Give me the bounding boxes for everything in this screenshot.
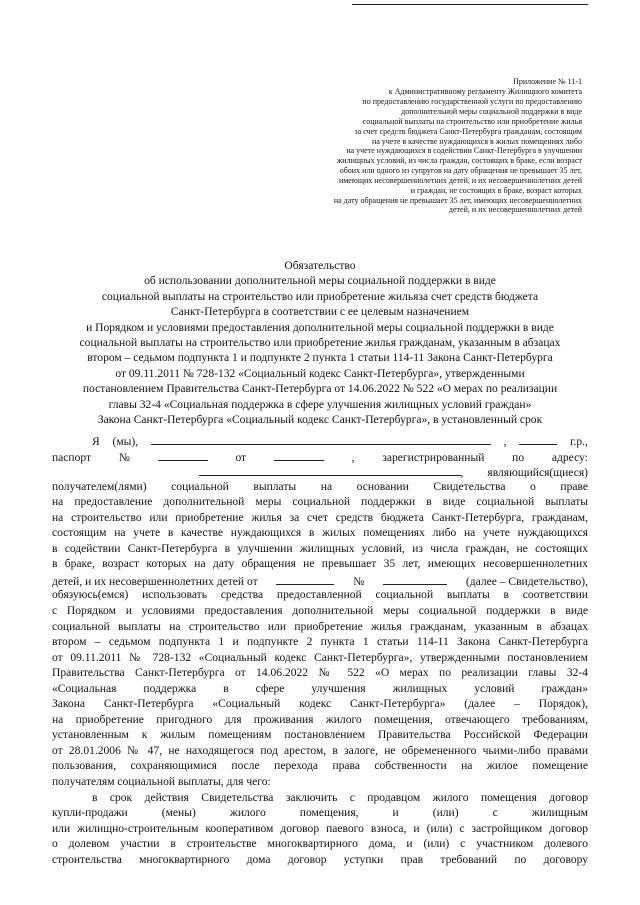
passport-number-field[interactable] xyxy=(158,449,208,461)
text-line: Закона Санкт-Петербурга «Социальный кодекс Санкт-Петербурга» (далее – Порядок), xyxy=(52,698,588,711)
comma-label: , xyxy=(351,451,355,464)
passport-row xyxy=(52,449,588,465)
text-line: строительства многоквартирного дома договор уступки прав требований по договору xyxy=(52,853,588,866)
registered-label: зарегистрированный xyxy=(382,451,485,464)
text-line: получателем(лями) социальной выплаты на основании Свидетельства о праве xyxy=(52,480,588,493)
title-line: втором – седьмом подпункта 1 и подпункте 2 пункта 1 статьи 114-11 Закона Санкт-Петербурга xyxy=(87,352,553,365)
name-row xyxy=(52,433,588,449)
text-line: от 09.11.2011 № 728-132 «Социальный кодекс Санкт-Петербурга», утвержденными постановлением xyxy=(52,651,588,664)
appendix-line: дополнительной меры социальной поддержки в виде xyxy=(401,107,582,117)
appendix-line: по предоставлению государственной услуги по предоставлению xyxy=(362,97,582,107)
text-line: с Порядком и условиями предоставления дополнительной меры социальной поддержки в виде xyxy=(52,605,588,618)
title-heading: Обязательство xyxy=(284,260,356,272)
top-rule xyxy=(352,4,588,5)
full-name-field[interactable] xyxy=(151,433,491,445)
text-line: о долевом участии в строительстве многоквартирного дома, и (или) с участником долевого xyxy=(52,838,588,851)
text-line: обязуюсь(емся) использовать средства предоставленной социальной выплаты в соответствии xyxy=(52,589,588,602)
text-line: втором – седьмом подпункта 1 и подпункте 2 пункта 1 статьи 114-11 Закона Санкт-Петербурга xyxy=(52,636,588,649)
text-line: на предоставление дополнительной меры социальной поддержки в виде социальной выплаты xyxy=(52,496,588,509)
appendix-line: за счет средств бюджета Санкт-Петербурга гражданам, состоящим xyxy=(354,126,582,136)
text-line: Правительства Санкт-Петербурга от 14.06.2022 № 522 «О мерах по реализации главы 32-4 xyxy=(52,667,588,680)
text-line: «Социальная поддержка в сфере улучшения жилищных условий граждан» xyxy=(52,682,588,695)
passport-from-label: от xyxy=(235,451,247,464)
text-line: на приобретение пригодного для проживания жилого помещения, отвечающего требованиям, xyxy=(52,713,588,726)
text-line: пользования, сохраняющимися после перехода права собственности на жилое помещение xyxy=(52,760,588,773)
appendix-line: на учете в качестве нуждающихся в жилых помещениях либо xyxy=(371,136,582,146)
certificate-from-label: детей, и их несовершеннолетних детей от xyxy=(52,575,258,588)
appendix-title: Приложение № 11-1 xyxy=(513,77,582,86)
comma-label: , xyxy=(460,467,464,480)
appendix-line: на учете нуждающихся в содействии Санкт-Петербурга в улучшении xyxy=(346,146,582,156)
appendix-line: имеющих несовершеннолетних детей, и их несовершеннолетних детей xyxy=(338,175,582,185)
text-line: на строительство или приобретение жилья за счет средств бюджета Санкт-Петербурга, гражданам, xyxy=(52,511,588,524)
passport-label: паспорт xyxy=(52,451,92,464)
title-line: и Порядком и условиями предоставления дополнительной меры социальной поддержки в виде xyxy=(86,321,554,334)
po-label: по xyxy=(512,451,525,464)
appendix-line: социальной выплаты на строительство или приобретение жилья xyxy=(362,116,582,126)
certificate-number-field[interactable] xyxy=(383,573,447,585)
comma-label: , xyxy=(503,436,507,448)
text-line: социальной выплаты на строительство или приобретение жилья гражданам, указанным в абзацах xyxy=(52,620,588,633)
appendix-line: обоих или одного из супругов на дату обращения не превышает 35 лет, xyxy=(339,166,582,176)
address-field[interactable] xyxy=(199,464,461,476)
text-line: от 28.01.2006 № 47, не находящегося под арестом, в залоге, не обремененного чьими-либо правами xyxy=(52,744,588,757)
document-title xyxy=(52,259,588,428)
appendix-line: и граждан, не состоящих в браке, возраст которых xyxy=(410,185,582,195)
certificate-date-field[interactable] xyxy=(276,573,334,585)
passport-date-field[interactable] xyxy=(274,449,324,461)
title-line: Закона Санкт-Петербурга «Социальный кодекс Санкт-Петербурга», в установленный срок xyxy=(97,414,543,427)
title-line: Санкт-Петербурга в соответствии с ее целевым назначением xyxy=(170,306,470,319)
appendix-line: детей, и их несовершеннолетних детей xyxy=(448,205,582,215)
title-line: постановлением Правительства Санкт-Петербурга от 14.06.2022 № 522 «О мерах по реализации xyxy=(82,383,558,396)
address-label: адресу: xyxy=(551,451,588,464)
title-line: социальной выплаты на строительство или приобретение жилья гражданам, указанным в абзацах xyxy=(79,337,561,350)
address-row xyxy=(52,464,588,480)
text-line: или жилищно-строительным кооперативом договор паевого взноса, и (или) с застройщиком договор xyxy=(52,822,588,835)
text-line: получателям социальной выплаты, для чего: xyxy=(52,776,271,789)
title-line: социальной выплаты на строительство или приобретение жильяза счет средств бюджета xyxy=(101,290,539,303)
text-line: состоящим на учете в качестве нуждающихся в жилых помещениях либо на учете нуждающихся xyxy=(52,527,588,540)
my-label: (мы), xyxy=(112,436,139,448)
obligation-body xyxy=(52,433,588,868)
passport-number-sign: № xyxy=(118,451,130,464)
text-line: в содействии Санкт-Петербурга в улучшении жилищных условий, из числа граждан, не состоящих xyxy=(52,542,588,555)
birth-year-field[interactable] xyxy=(519,433,557,445)
text-line: купли-продажи (мены) жилого помещения, и (или) с жилищным xyxy=(52,807,588,820)
certificate-row xyxy=(52,573,588,589)
certificate-number-sign: № xyxy=(353,575,365,588)
appendix-line: на дату обращения не превышает 35 лет, имеющих несовершеннолетних xyxy=(333,195,582,205)
ya-label: Я xyxy=(92,436,100,448)
title-line: главы 32-4 «Социальная поддержка в сфере улучшения жилищных условий граждан» xyxy=(108,398,532,411)
title-line: об использовании дополнительной меры социальной поддержки в виде xyxy=(144,275,496,288)
being-label: являющийся(щиеся) xyxy=(487,467,588,480)
birth-year-suffix: г.р., xyxy=(570,436,588,448)
text-line: в срок действия Свидетельства заключить с продавцом жилого помещения договор xyxy=(92,791,588,804)
appendix-header xyxy=(242,77,582,215)
appendix-line: к Административному регламенту Жилищного комитета xyxy=(388,87,582,97)
certificate-suffix: (далее – Свидетельство), xyxy=(465,575,588,588)
text-line: в браке, возраст которых на дату обращения не превышает 35 лет, имеющих несовершеннолетних xyxy=(52,558,588,571)
text-line: установленным к жилым помещениям постановлением Правительства Российской Федерации xyxy=(52,729,588,742)
title-line: от 09.11.2011 № 728-132 «Социальный кодекс Санкт-Петербурга», утвержденными xyxy=(115,367,525,380)
appendix-line: жилищных условий, из числа граждан, состоящих в браке, если возраст xyxy=(336,156,582,166)
